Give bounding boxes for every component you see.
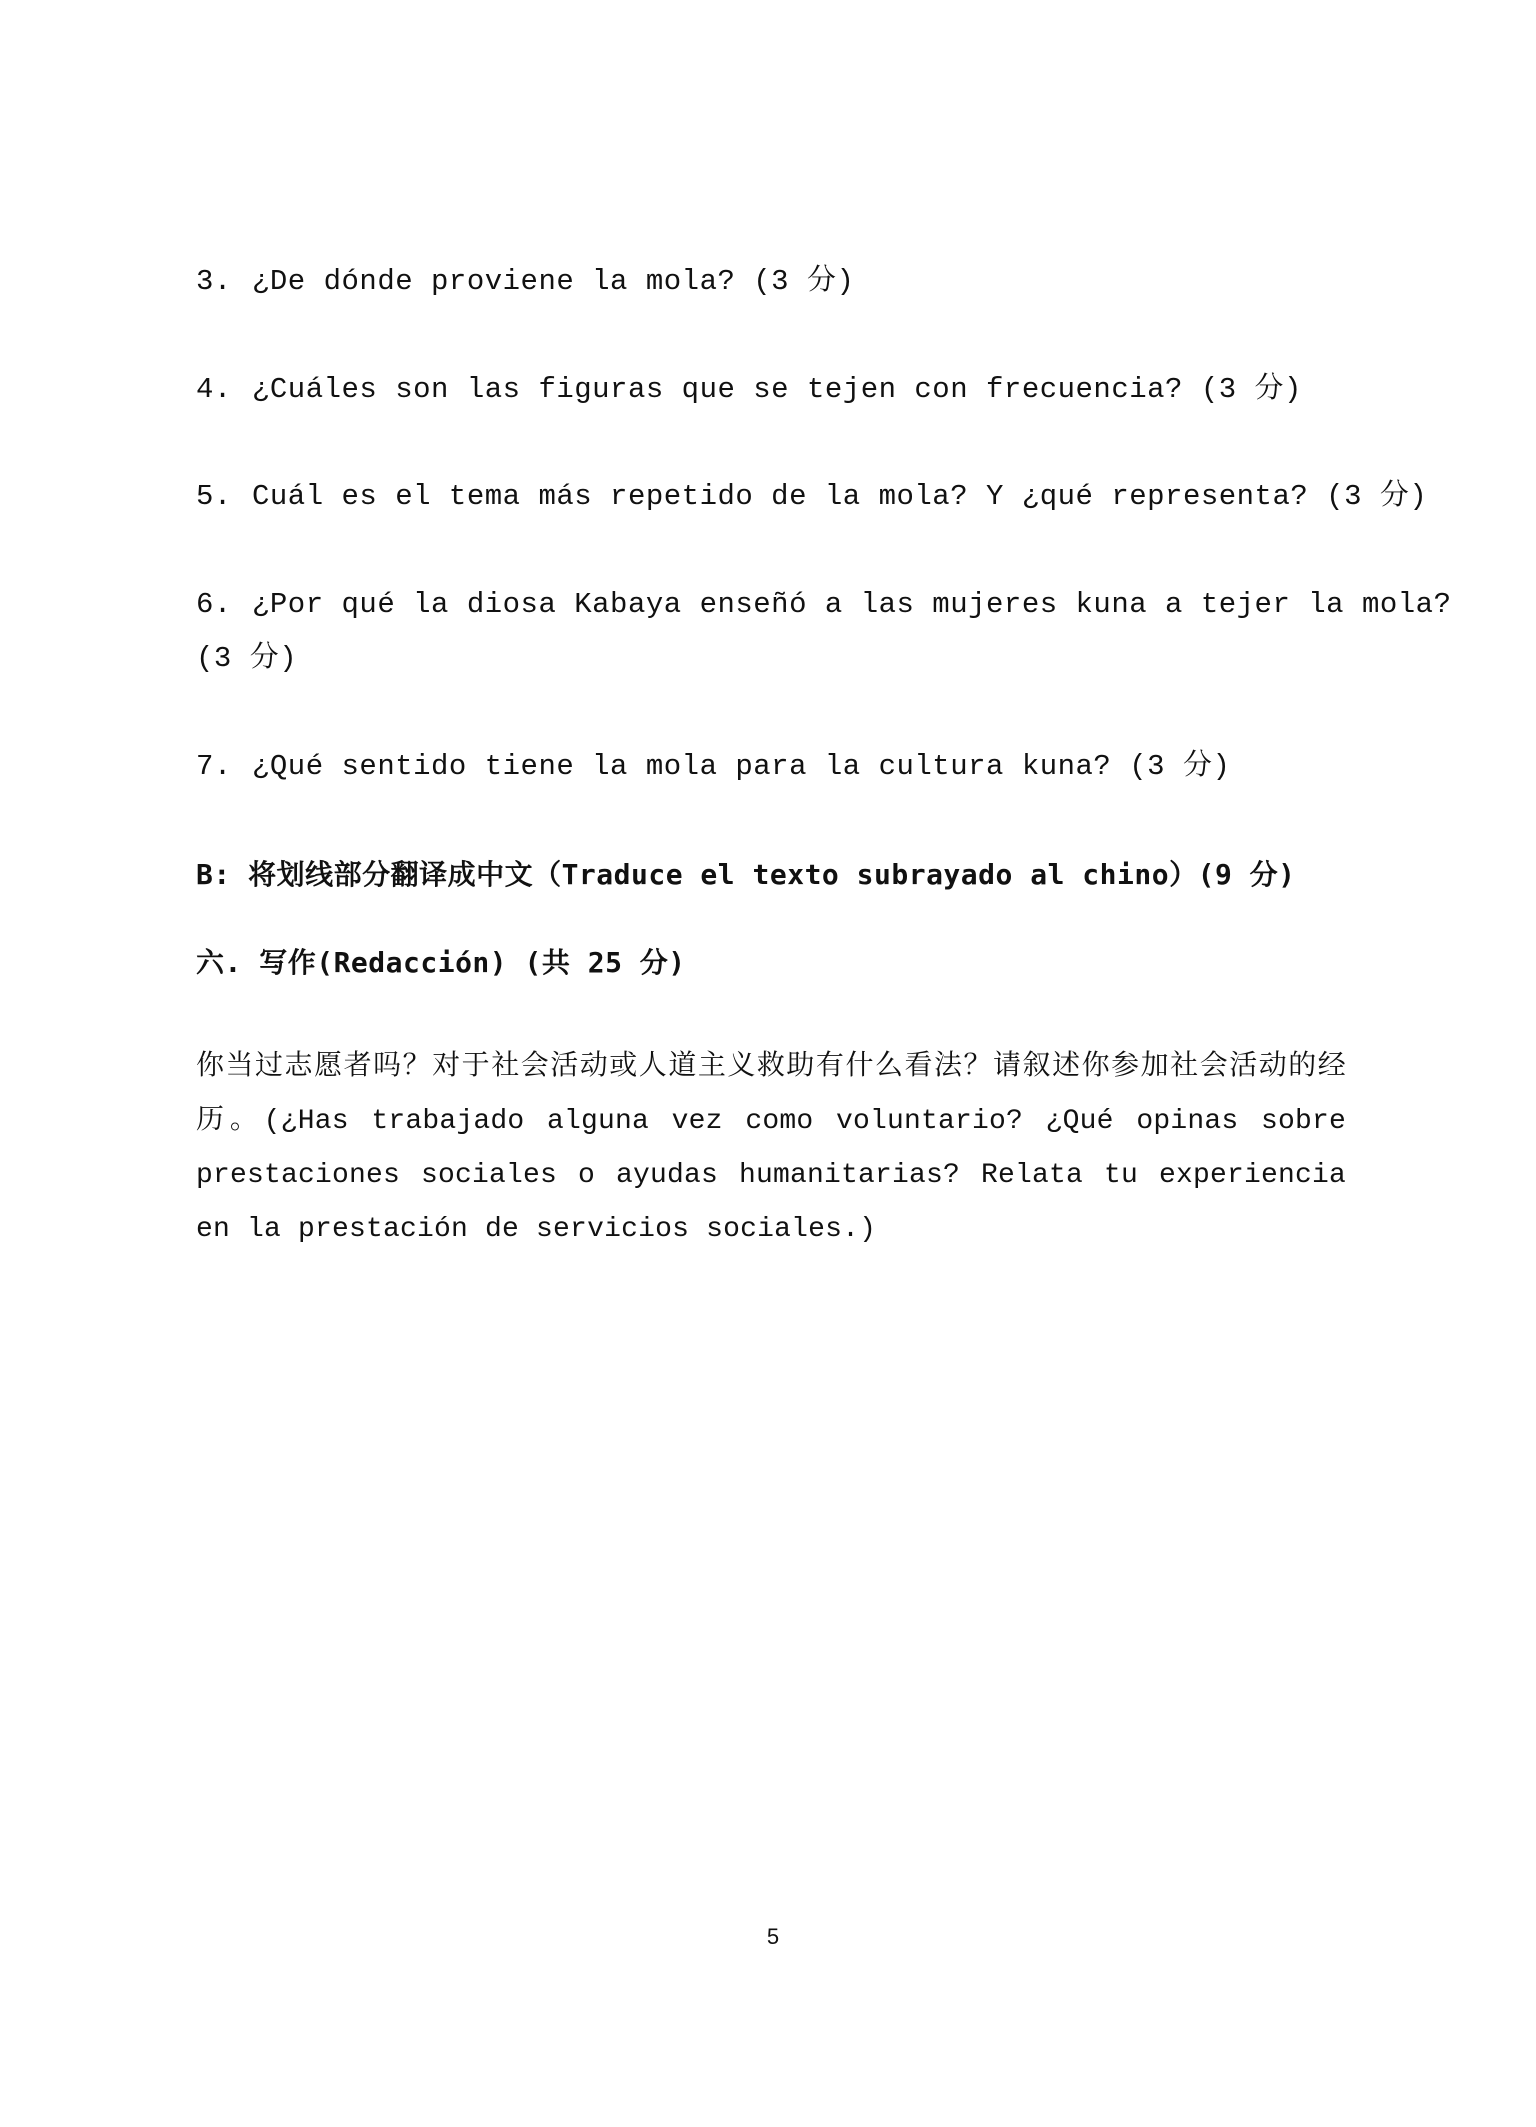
question-number: 5. (196, 480, 232, 513)
page-number: 5 (766, 1924, 780, 1949)
question-text: ¿De dónde proviene la mola? (3 分) (252, 265, 855, 298)
question-6 (196, 585, 1452, 625)
question-4 (196, 370, 1302, 410)
question-number: 3. (196, 265, 232, 298)
question-number: 6. (196, 588, 232, 621)
question-3 (196, 262, 854, 302)
section-six-heading: 六. 写作(Redacción) (共 25 分) (196, 946, 686, 979)
question-text: ¿Cuáles son las figuras que se tejen con frecuencia? (3 分) (252, 373, 1302, 406)
question-number: 7. (196, 750, 232, 783)
section-b-heading: B: 将划线部分翻译成中文（Traduce el texto subrayado al chino）(9 分) (196, 858, 1296, 891)
question-number: 4. (196, 373, 232, 406)
writing-prompt: 你当过志愿者吗？对于社会活动或人道主义救助有什么看法？请叙述你参加社会活动的经历。(¿Has trabajado alguna vez como voluntario? ¿Qué opinas sobre prestaciones sociales o ayudas humanitarias? Relata tu experiencia en la prestación de servicios sociales.) (196, 1052, 1346, 1245)
question-text: Cuál es el tema más repetido de la mola? Y ¿qué representa? (3 分) (252, 480, 1428, 513)
question-text: ¿Qué sentido tiene la mola para la cultura kuna? (3 分) (252, 750, 1231, 783)
question-text: ¿Por qué la diosa Kabaya enseñó a las mujeres kuna a tejer la mola? (252, 588, 1452, 621)
question-5 (196, 477, 1427, 517)
question-6-continuation (196, 639, 297, 679)
question-7 (196, 747, 1230, 787)
question-points: (3 分) (196, 642, 298, 675)
